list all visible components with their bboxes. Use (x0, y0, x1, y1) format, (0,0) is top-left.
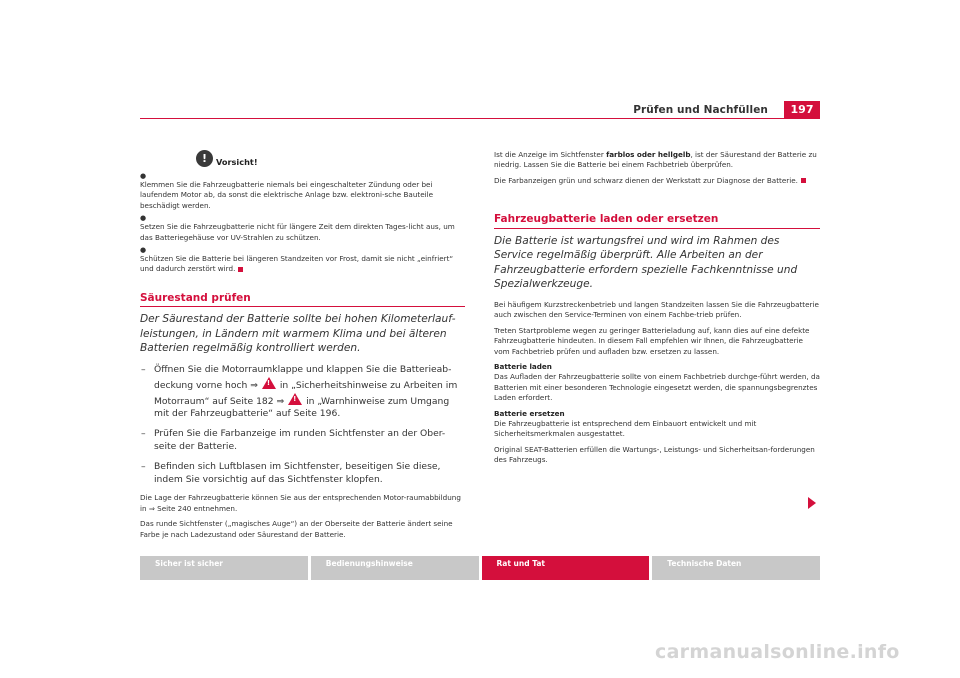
instruction-step-2: – Prüfen Sie die Farbanzeige im runden Sichtfenster an der Ober-seite der Batterie. (141, 428, 446, 453)
section-intro: Der Säurestand der Batterie sollte bei hohen Kilometerlauf-leistungen, in Ländern mit warmem Klima und bei älteren Batterien regelmäßig kontrolliert werden. (140, 313, 456, 355)
caution-bullet-2: ● Setzen Sie die Fahrzeugbatterie nicht für längere Zeit dem direkten Tages-licht aus, um das Batteriegehäuse vor UV-Strahlen zu schützen. (140, 214, 465, 243)
end-of-section-marker-icon (238, 267, 243, 272)
bullet-dot-icon: ● (140, 172, 147, 180)
caution-icon: ! (196, 150, 213, 167)
right-column (494, 150, 820, 471)
caution-bullet-1: ● Klemmen Sie die Fahrzeugbatterie niemals bei eingeschalteter Zündung oder bei laufendem Motor ab, da sonst die elektrische Anlage bzw. elektroni-sche Bauteile beschädigt werden. (140, 172, 465, 211)
paragraph-short-trips: Bei häufigem Kurzstreckenbetrieb und langen Standzeiten lassen Sie die Fahrzeugbatterie auch zwischen den Service-Terminen von einem Fachbe-trieb prüfen. (494, 300, 819, 320)
paragraph-battery-location: Die Lage der Fahrzeugbatterie können Sie aus der entsprechenden Motor-raumabbildung in ⇒ Seite 240 entnehmen. (140, 493, 461, 513)
continue-arrow-icon[interactable] (808, 497, 816, 509)
footer-tab-bar (140, 556, 820, 580)
watermark: carmanualsonline.info (655, 641, 900, 663)
left-column (140, 150, 465, 545)
caution-title: Vorsicht! (216, 157, 258, 167)
paragraph-replacement: Die Fahrzeugbatterie ist entsprechend dem Einbauort entwickelt und mit Sicherheitsmerkmalen ausgestattet. (494, 419, 757, 439)
paragraph-magic-eye: Das runde Sichtfenster („magisches Auge“) an der Oberseite der Batterie ändert seine Farbe je nach Ladezustand oder Säurestand der Batterie. (140, 519, 453, 539)
paragraph-charging: Das Aufladen der Fahrzeugbatterie sollte von einem Fachbetrieb durchge-führt werden, da Batterien mit einer besonderen Technologie eingesetzt werden, die spannungsbegrenztes Laden erfordert. (494, 372, 820, 403)
caution-bullet-3: ● Schützen Sie die Batterie bei längeren Standzeiten vor Frost, damit sie nicht „einfriert“ und dadurch zerstört wird. (140, 246, 465, 275)
section-title-laden-ersetzen: Fahrzeugbatterie laden oder ersetzen (494, 214, 820, 228)
bullet-dot-icon: ● (140, 214, 147, 223)
instruction-step-1: – Öffnen Sie die Motorraumklappe und klappen Sie die Batterieab-deckung vorne hoch ⇒ ! in „Sicherheitshinweise zu Arbeiten im Motorraum“ auf Seite 182 ⇒ ! in „Warnhinweise zum Umgang mit der Fahrzeugbatterie“ auf Seite 196. (140, 364, 465, 421)
subheading-batterie-ersetzen: Batterie ersetzen (494, 408, 565, 418)
page-number: 197 (784, 101, 820, 119)
section-title-saeurestand: Säurestand prüfen (140, 293, 465, 307)
paragraph-start-problems: Treten Startprobleme wegen zu geringer Batterieladung auf, kann dies auf eine defekte Fahrzeugbatterie hindeuten. In diesem Fall empfehlen wir Ihnen, die Fahrzeugbatterie vom Fachbetrieb prüfen und aufladen bzw. ersetzen zu lassen. (494, 325, 810, 356)
warning-triangle-icon[interactable] (288, 393, 302, 405)
tab-sicher-ist-sicher[interactable]: Sicher ist sicher (140, 556, 308, 580)
paragraph-colors: Die Farbanzeigen grün und schwarz dienen der Werkstatt zur Diagnose der Batterie. (494, 176, 820, 186)
caution-note-header (140, 150, 465, 170)
instruction-step-3: – Befinden sich Luftblasen im Sichtfenster, beseitigen Sie diese, indem Sie vorsichtig auf das Sichtfenster klopfen. (141, 460, 441, 485)
section-intro: Die Batterie ist wartungsfrei und wird im Rahmen des Service regelmäßig überprüft. Alle Arbeiten an der Fahrzeugbatterie erfordern spezielle Fachkenntnisse und Spezialwerkzeuge. (494, 234, 798, 291)
subheading-batterie-laden: Batterie laden (494, 362, 552, 372)
page-header-title: Prüfen und Nachfüllen (633, 104, 768, 116)
tab-technische-daten[interactable]: Technische Daten (652, 556, 820, 580)
end-of-section-marker-icon (801, 178, 806, 183)
bullet-dot-icon: ● (140, 246, 147, 255)
paragraph-indicator: Ist die Anzeige im Sichtfenster farblos oder hellgelb, ist der Säurestand der Batterie zu niedrig. Lassen Sie die Batterie bei einem Fachbetrieb überprüfen. (494, 150, 817, 170)
warning-triangle-icon[interactable] (262, 377, 276, 389)
tab-rat-und-tat[interactable]: Rat und Tat (482, 556, 650, 580)
tab-bedienungshinweise[interactable]: Bedienungshinweise (311, 556, 479, 580)
header-divider (140, 118, 820, 119)
paragraph-original-batteries: Original SEAT-Batterien erfüllen die Wartungs-, Leistungs- und Sicherheitsan-forderungen des Fahrzeugs. (494, 444, 815, 465)
